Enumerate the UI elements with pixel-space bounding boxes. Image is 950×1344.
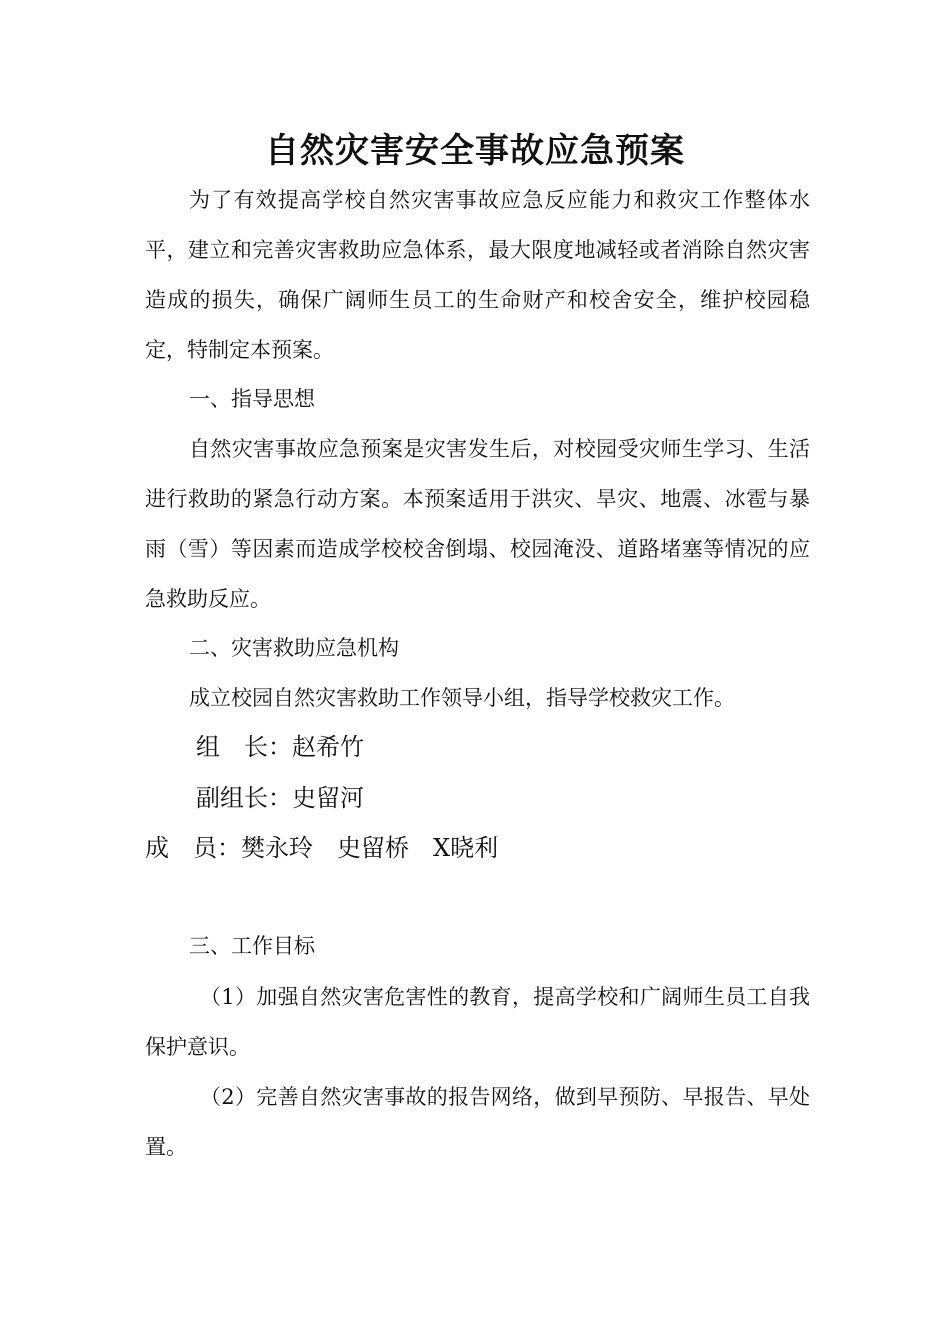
section-3-heading: 三、工作目标 <box>189 934 315 958</box>
section-1-heading: 一、指导思想 <box>189 387 315 411</box>
document-title: 自然灾害安全事故应急预案 <box>265 131 685 171</box>
goal-1-paragraph: （1）加强自然灾害危害性的教育，提高学校和广阔师生员工自我保护意识。 <box>145 985 810 1059</box>
section-1-body: 自然灾害事故应急预案是灾害发生后，对校园受灾师生学习、生活进行救助的紧急行动方案。本预案适用于洪灾、旱灾、地震、冰雹与暴雨（雪）等因素而造成学校校舍倒塌、校园淹没、道路堵塞等情况的应急救助反应。 <box>145 437 810 611</box>
group-leader-line: 组 长：赵希竹 <box>196 733 364 761</box>
intro-paragraph: 为了有效提高学校自然灾害事故应急反应能力和救灾工作整体水平，建立和完善灾害救助应急体系，最大限度地减轻或者消除自然灾害造成的损失，确保广阔师生员工的生命财产和校舍安全，维护校园稳定，特制定本预案。 <box>145 188 810 362</box>
section-2-heading: 二、灾害救助应急机构 <box>189 636 399 660</box>
deputy-leader-line: 副组长：史留河 <box>196 784 364 812</box>
section-2-body: 成立校园自然灾害救助工作领导小组，指导学校救灾工作。 <box>189 686 735 710</box>
members-line: 成 员：樊永玲 史留桥 X晓利 <box>145 834 499 862</box>
goal-2-paragraph: （2）完善自然灾害事故的报告网络，做到早预防、早报告、早处置。 <box>145 1085 810 1159</box>
